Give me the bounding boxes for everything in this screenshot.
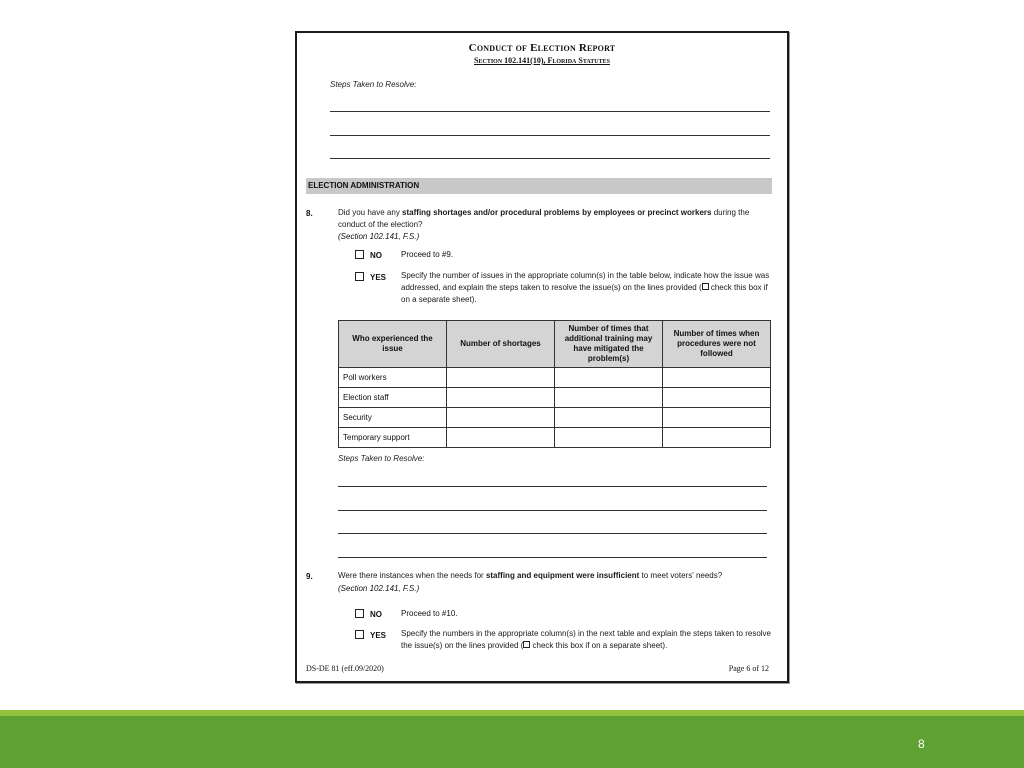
slide-number: 8	[918, 737, 925, 751]
q9-yes-instruction: Specify the numbers in the appropriate column(s) in the next table and explain the steps taken to resolve the issue(s) on the lines provided ( check this box if on a separate sheet).	[401, 629, 771, 650]
row-label: Election staff	[339, 388, 447, 408]
table-cell-input[interactable]	[555, 388, 663, 408]
question-8-number: 8.	[306, 209, 313, 218]
answer-line	[338, 533, 767, 534]
document-subtitle: Section 102.141(10), Florida Statutes	[474, 56, 610, 65]
question-9-reference: (Section 102.141, F.S.)	[338, 584, 420, 593]
table-cell-input[interactable]	[447, 388, 555, 408]
question-8-reference: (Section 102.141, F.S.)	[338, 232, 420, 241]
table-header: Who experienced the issue	[339, 321, 447, 368]
form-id: DS-DE 81 (eff.09/2020)	[306, 664, 384, 673]
table-row	[339, 428, 771, 448]
q8-no-option[interactable]: NO	[355, 250, 382, 260]
q9-no-option[interactable]: NO	[355, 609, 382, 619]
checkbox-icon[interactable]	[355, 250, 364, 259]
page-number: Page 6 of 12	[728, 664, 769, 673]
table-cell-input[interactable]	[663, 408, 771, 428]
footer-band	[0, 716, 1024, 768]
answer-line	[338, 510, 767, 511]
table-header: Number of times when procedures were not followed	[663, 321, 771, 368]
checkbox-icon[interactable]	[355, 272, 364, 281]
document-page	[295, 31, 789, 683]
steps-label-q8: Steps Taken to Resolve:	[338, 454, 425, 463]
q9-yes-option[interactable]: YES	[355, 630, 386, 640]
checkbox-icon[interactable]	[355, 609, 364, 618]
table-cell-input[interactable]	[663, 388, 771, 408]
document-title: Conduct of Election Report	[468, 42, 616, 54]
table-cell-input[interactable]	[447, 368, 555, 388]
table-cell-input[interactable]	[555, 408, 663, 428]
staffing-issues-table	[338, 320, 771, 448]
table-cell-input[interactable]	[663, 368, 771, 388]
steps-label-top: Steps Taken to Resolve:	[330, 80, 417, 89]
row-label: Temporary support	[339, 428, 447, 448]
row-label: Poll workers	[339, 368, 447, 388]
separate-sheet-checkbox[interactable]	[702, 283, 709, 290]
table-row	[339, 408, 771, 428]
q9-no-instruction: Proceed to #10.	[401, 609, 458, 618]
question-9-text: Were there instances when the needs for staffing and equipment were insufficient to meet voters' needs?	[338, 571, 723, 580]
answer-line	[338, 557, 767, 558]
answer-line	[330, 135, 770, 136]
row-label: Security	[339, 408, 447, 428]
section-header: ELECTION ADMINISTRATION	[306, 178, 772, 194]
answer-line	[330, 158, 770, 159]
question-8-text: Did you have any staffing shortages and/or procedural problems by employees or precinct workers during the conduct of the election?	[338, 208, 750, 229]
answer-line	[330, 111, 770, 112]
table-header: Number of times that additional training may have mitigated the problem(s)	[555, 321, 663, 368]
table-cell-input[interactable]	[447, 428, 555, 448]
table-row	[339, 388, 771, 408]
question-9-number: 9.	[306, 572, 313, 581]
table-cell-input[interactable]	[555, 368, 663, 388]
table-row	[339, 368, 771, 388]
q8-yes-option[interactable]: YES	[355, 272, 386, 282]
table-cell-input[interactable]	[663, 428, 771, 448]
table-cell-input[interactable]	[555, 428, 663, 448]
q8-yes-instruction: Specify the number of issues in the appropriate column(s) in the table below, indicate how the issue was addressed, and explain the steps taken to resolve the issue(s) on the lines provided ( check this box if on a separate sheet).	[401, 271, 770, 304]
answer-line	[338, 486, 767, 487]
table-cell-input[interactable]	[447, 408, 555, 428]
q8-no-instruction: Proceed to #9.	[401, 250, 454, 259]
checkbox-icon[interactable]	[355, 630, 364, 639]
table-header: Number of shortages	[447, 321, 555, 368]
